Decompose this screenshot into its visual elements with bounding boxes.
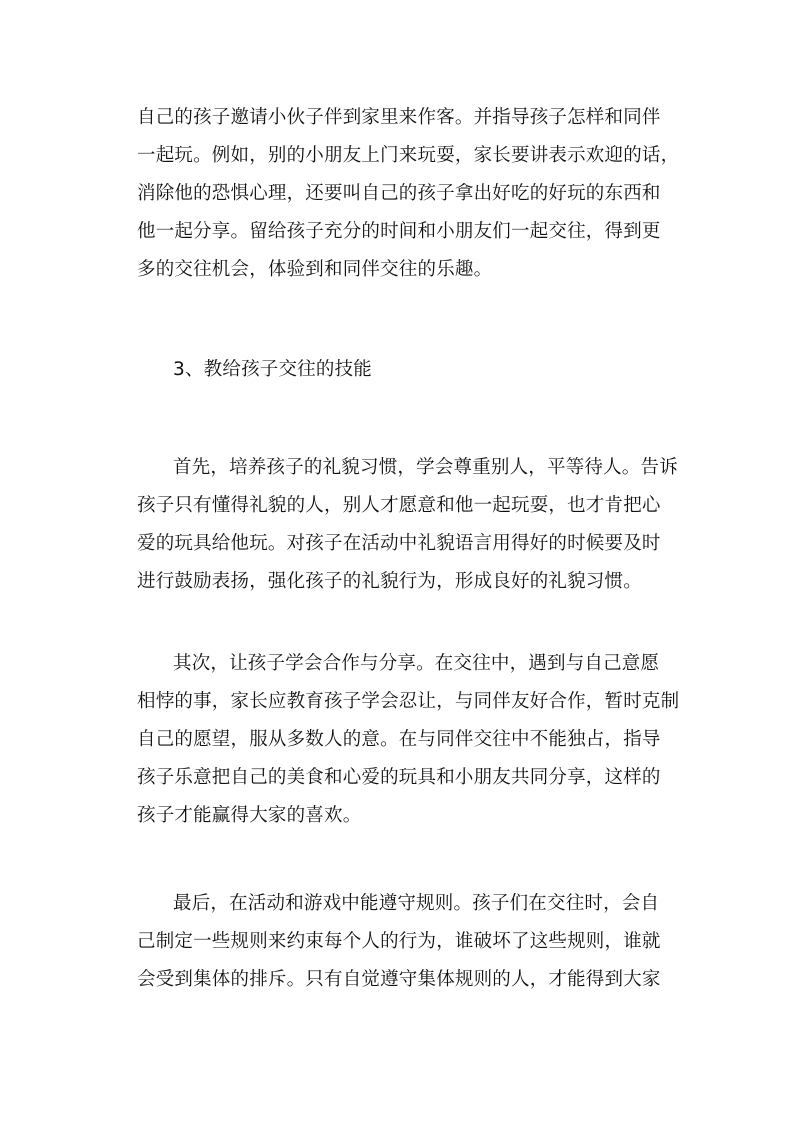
paragraph-3-line-5: 孩子才能赢得大家的喜欢。 <box>137 805 362 826</box>
paragraph-3-line-1: 其次，让孩子学会合作与分享。在交往中，遇到与自己意愿 <box>173 653 660 674</box>
paragraph-2-line-4: 进行鼓励表扬，强化孩子的礼貌行为，形成良好的礼貌习惯。 <box>137 571 642 592</box>
paragraph-2-line-1: 首先，培养孩子的礼貌习惯，学会尊重别人，平等待人。告诉 <box>173 457 678 478</box>
paragraph-3-line-2: 相悖的事，家长应教育孩子学会忍让，与同伴友好合作，暂时克制 <box>137 691 680 712</box>
section-heading: 3、教给孩子交往的技能 <box>173 359 372 380</box>
paragraph-2-line-2: 孩子只有懂得礼貌的人，别人才愿意和他一起玩耍，也才肯把心 <box>137 495 661 516</box>
paragraph-4-line-1: 最后，在活动和游戏中能遵守规则。孩子们在交往时，会自 <box>173 893 660 914</box>
paragraph-1-line-1: 自己的孩子邀请小伙子伴到家里来作客。并指导孩子怎样和同伴 <box>137 107 661 128</box>
paragraph-1-line-2: 一起玩。例如，别的小朋友上门来玩耍，家长要讲表示欢迎的话， <box>137 145 680 166</box>
paragraph-1-line-3: 消除他的恐惧心理，还要叫自己的孩子拿出好吃的好玩的东西和 <box>137 183 661 204</box>
paragraph-3-line-3: 自己的愿望，服从多数人的意。在与同伴交往中不能独占，指导 <box>137 729 661 750</box>
paragraph-1-line-5: 多的交往机会，体验到和同伴交往的乐趣。 <box>137 259 493 280</box>
paragraph-3-line-4: 孩子乐意把自己的美食和心爱的玩具和小朋友共同分享，这样的 <box>137 767 661 788</box>
paragraph-1-line-4: 他一起分享。留给孩子充分的时间和小朋友们一起交往，得到更 <box>137 221 661 242</box>
paragraph-2-line-3: 爱的玩具给他玩。对孩子在活动中礼貌语言用得好的时候要及时 <box>137 533 661 554</box>
paragraph-4-line-3: 会受到集体的排斥。只有自觉遵守集体规则的人，才能得到大家 <box>137 969 661 990</box>
paragraph-4-line-2: 己制定一些规则来约束每个人的行为，谁破坏了这些规则，谁就 <box>137 931 661 952</box>
